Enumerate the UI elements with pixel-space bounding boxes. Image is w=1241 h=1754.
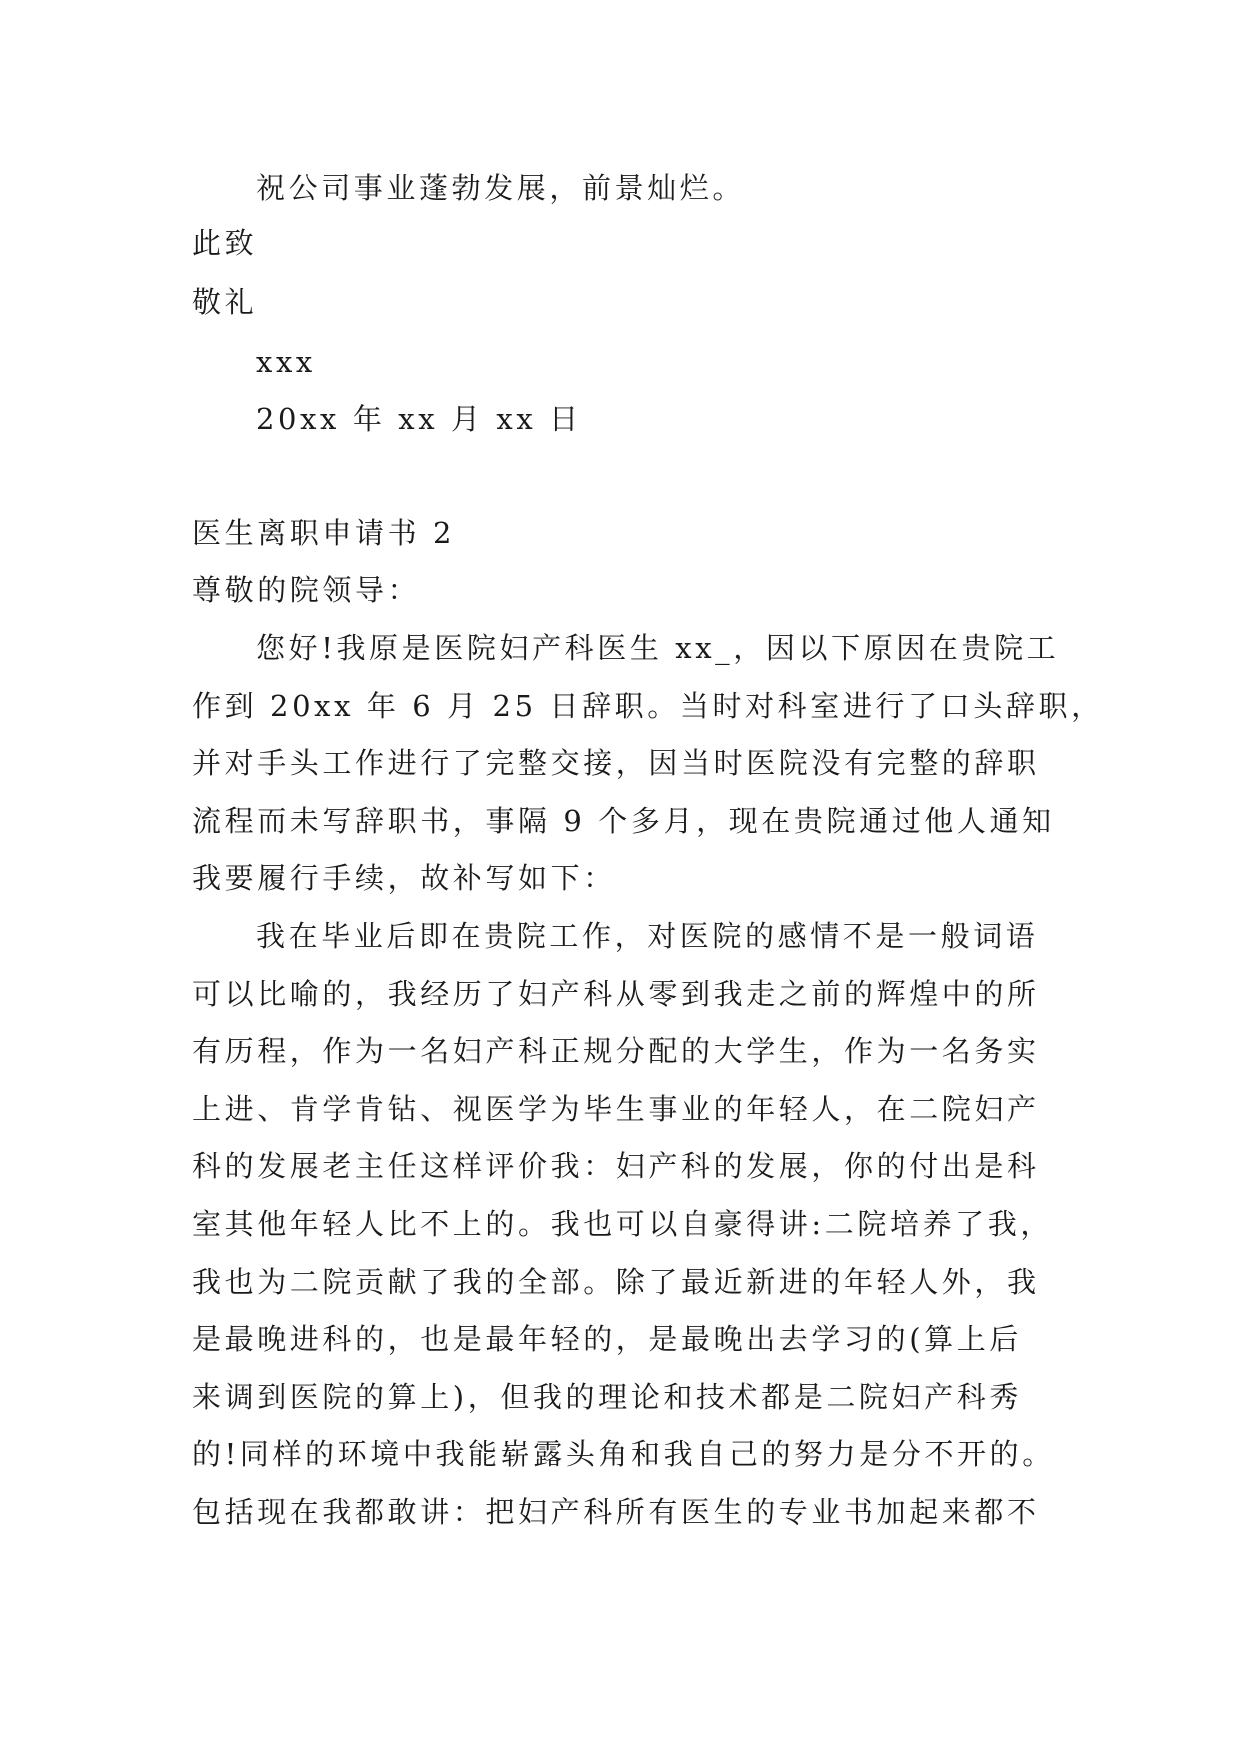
paragraph-line: 上进、肯学肯钻、视医学为毕生事业的年轻人，在二院妇产 (192, 1092, 1040, 1126)
paragraph-line: 科的发展老主任这样评价我：妇产科的发展，你的付出是科 (192, 1149, 1040, 1183)
letter-date: 20xx 年 xx 月 xx 日 (256, 402, 582, 436)
paragraph-line: 我在毕业后即在贵院工作，对医院的感情不是一般词语 (256, 919, 1039, 953)
closing-wish: 祝公司事业蓬勃发展，前景灿烂。 (256, 171, 746, 205)
closing-salutation-ci-zhi: 此致 (192, 226, 258, 260)
signature: xxx (256, 345, 316, 379)
paragraph-line: 包括现在我都敢讲：把妇产科所有医生的专业书加起来都不 (192, 1495, 1040, 1529)
paragraph-line: 您好!我原是医院妇产科医生 xx_，因以下原因在贵院工 (256, 631, 1060, 665)
paragraph-line: 是最晚进科的，也是最年轻的，是最晚出去学习的(算上后 (192, 1322, 1022, 1356)
paragraph-line: 可以比喻的，我经历了妇产科从零到我走之前的辉煌中的所 (192, 977, 1040, 1011)
greeting: 尊敬的院领导： (192, 573, 421, 607)
paragraph-line: 来调到医院的算上)，但我的理论和技术都是二院妇产科秀 (192, 1380, 1022, 1414)
paragraph-line: 作到 20xx 年 6 月 25 日辞职。当时对科室进行了口头辞职， (192, 689, 1104, 723)
paragraph-line: 有历程，作为一名妇产科正规分配的大学生，作为一名务实 (192, 1034, 1040, 1068)
closing-salutation-jing-li: 敬礼 (192, 285, 258, 319)
paragraph-line: 我要履行手续，故补写如下： (192, 861, 616, 895)
paragraph-line: 并对手头工作进行了完整交接，因当时医院没有完整的辞职 (192, 746, 1040, 780)
paragraph-line: 我也为二院贡献了我的全部。除了最近新进的年轻人外，我 (192, 1265, 1040, 1299)
section-title: 医生离职申请书 2 (192, 516, 456, 550)
paragraph-line: 室其他年轻人比不上的。我也可以自豪得讲:二院培养了我， (192, 1207, 1053, 1241)
paragraph-line: 的!同样的环境中我能崭露头角和我自己的努力是分不开的。 (192, 1437, 1055, 1471)
paragraph-line: 流程而未写辞职书，事隔 9 个多月，现在贵院通过他人通知 (192, 804, 1055, 838)
